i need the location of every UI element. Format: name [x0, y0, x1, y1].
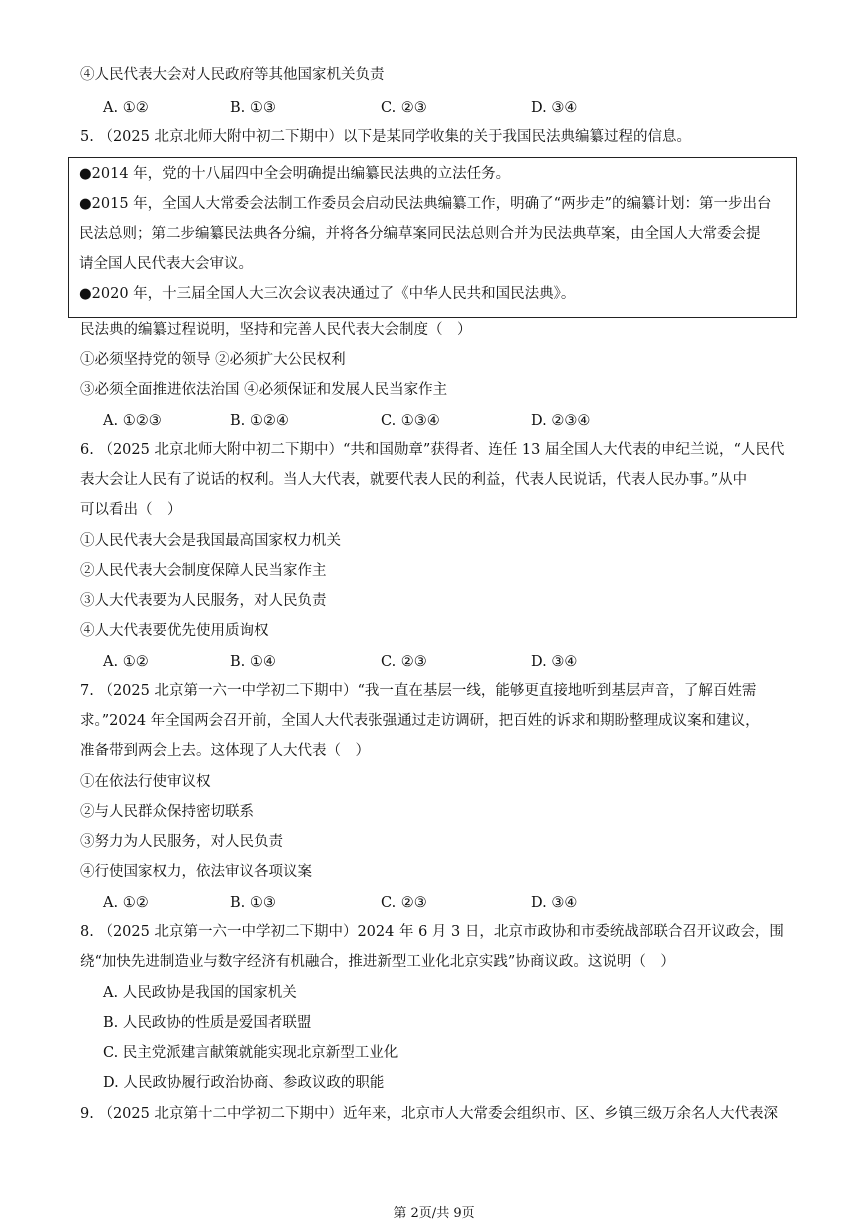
q8-option-d[interactable]: D. 人民政协履行政治协商、参政议政的职能	[103, 1075, 385, 1091]
q5-option-c[interactable]: C. ①③④	[381, 413, 440, 429]
q6-option-d[interactable]: D. ③④	[531, 654, 578, 670]
page-number: 第 2页/共 9页	[393, 1206, 475, 1221]
q5-info-box	[68, 157, 797, 318]
q6-option-b[interactable]: B. ①④	[230, 654, 276, 670]
q6-stem-line-1: 6. （2025 北京北师大附中初二下期中）“共和国勋章”获得者、连任 13 届全国人大代表的申纪兰说，“人民代	[80, 442, 785, 458]
q5-box-line-2: ●2015 年，全国人大常委会法制工作委员会启动民法典编纂工作，明确了“两步走”的编纂计划：第一步出台	[79, 196, 772, 212]
q5-stem: 5. （2025 北京北师大附中初二下期中）以下是某同学收集的关于我国民法典编纂过程的信息。	[80, 129, 691, 145]
q7-stem-line-1: 7. （2025 北京第一六一中学初二下期中）“我一直在基层一线，能够更直接地听到基层声音，了解百姓需	[80, 683, 757, 699]
q5-items-2: ③必须全面推进依法治国 ④必须保证和发展人民当家作主	[80, 382, 448, 398]
q5-box-line-5: ●2020 年，十三届全国人大三次会议表决通过了《中华人民共和国民法典》。	[79, 286, 576, 302]
q6-option-a[interactable]: A. ①②	[103, 654, 149, 670]
q8-option-c[interactable]: C. 民主党派建言献策就能实现北京新型工业化	[103, 1045, 399, 1061]
q7-stem-line-3: 准备带到两会上去。这体现了人大代表（ ）	[80, 743, 370, 759]
q8-stem-line-1: 8. （2025 北京第一六一中学初二下期中）2024 年 6 月 3 日，北京市政协和市委统战部联合召开议政会，围	[80, 924, 784, 940]
q5-items-1: ①必须坚持党的领导 ②必须扩大公民权利	[80, 352, 346, 368]
q7-stem-line-2: 求。”2024 年全国两会召开前，全国人大代表张强通过走访调研，把百姓的诉求和期盼整理成议案和建议，	[80, 713, 760, 729]
q4-option-d[interactable]: D. ③④	[531, 100, 578, 116]
q6-stem-line-3: 可以看出（ ）	[80, 502, 182, 518]
q6-item-4: ④人大代表要优先使用质询权	[80, 623, 269, 639]
q8-option-b[interactable]: B. 人民政协的性质是爱国者联盟	[103, 1015, 312, 1031]
q5-question: 民法典的编纂过程说明，坚持和完善人民代表大会制度（ ）	[80, 322, 472, 338]
q5-option-b[interactable]: B. ①②④	[230, 413, 289, 429]
q4-option-b[interactable]: B. ①③	[230, 100, 276, 116]
q6-item-1: ①人民代表大会是我国最高国家权力机关	[80, 533, 341, 549]
q5-box-line-4: 请全国人民代表大会审议。	[79, 256, 253, 272]
q7-option-b[interactable]: B. ①③	[230, 895, 276, 911]
q6-item-3: ③人大代表要为人民服务，对人民负责	[80, 593, 327, 609]
q6-item-2: ②人民代表大会制度保障人民当家作主	[80, 563, 327, 579]
q7-option-c[interactable]: C. ②③	[381, 895, 427, 911]
q4-option-c[interactable]: C. ②③	[381, 100, 427, 116]
q5-box-line-3: 民法总则；第二步编纂民法典各分编，并将各分编草案同民法总则合并为民法典草案，由全国人大常委会提	[79, 226, 761, 242]
q8-option-a[interactable]: A. 人民政协是我国的国家机关	[103, 985, 297, 1001]
q9-stem: 9. （2025 北京第十二中学初二下期中）近年来，北京市人大常委会组织市、区、乡镇三级万余名人大代表深	[80, 1106, 778, 1122]
q8-stem-line-2: 绕“加快先进制造业与数字经济有机融合，推进新型工业化北京实践”协商议政。这说明（ ）	[80, 954, 675, 970]
q7-item-2: ②与人民群众保持密切联系	[80, 804, 254, 820]
q6-option-c[interactable]: C. ②③	[381, 654, 427, 670]
q4-item-4: ④人民代表大会对人民政府等其他国家机关负责	[80, 67, 385, 83]
q7-option-d[interactable]: D. ③④	[531, 895, 578, 911]
q5-option-d[interactable]: D. ②③④	[531, 413, 591, 429]
q7-item-4: ④行使国家权力，依法审议各项议案	[80, 864, 312, 880]
q5-option-a[interactable]: A. ①②③	[103, 413, 162, 429]
q7-item-3: ③努力为人民服务，对人民负责	[80, 834, 283, 850]
q4-option-a[interactable]: A. ①②	[103, 100, 149, 116]
q7-item-1: ①在依法行使审议权	[80, 774, 211, 790]
q5-box-line-1: ●2014 年，党的十八届四中全会明确提出编纂民法典的立法任务。	[79, 166, 511, 182]
q6-stem-line-2: 表大会让人民有了说话的权利。当人大代表，就要代表人民的利益，代表人民说话，代表人民办事。”从中	[80, 472, 748, 488]
q7-option-a[interactable]: A. ①②	[103, 895, 149, 911]
